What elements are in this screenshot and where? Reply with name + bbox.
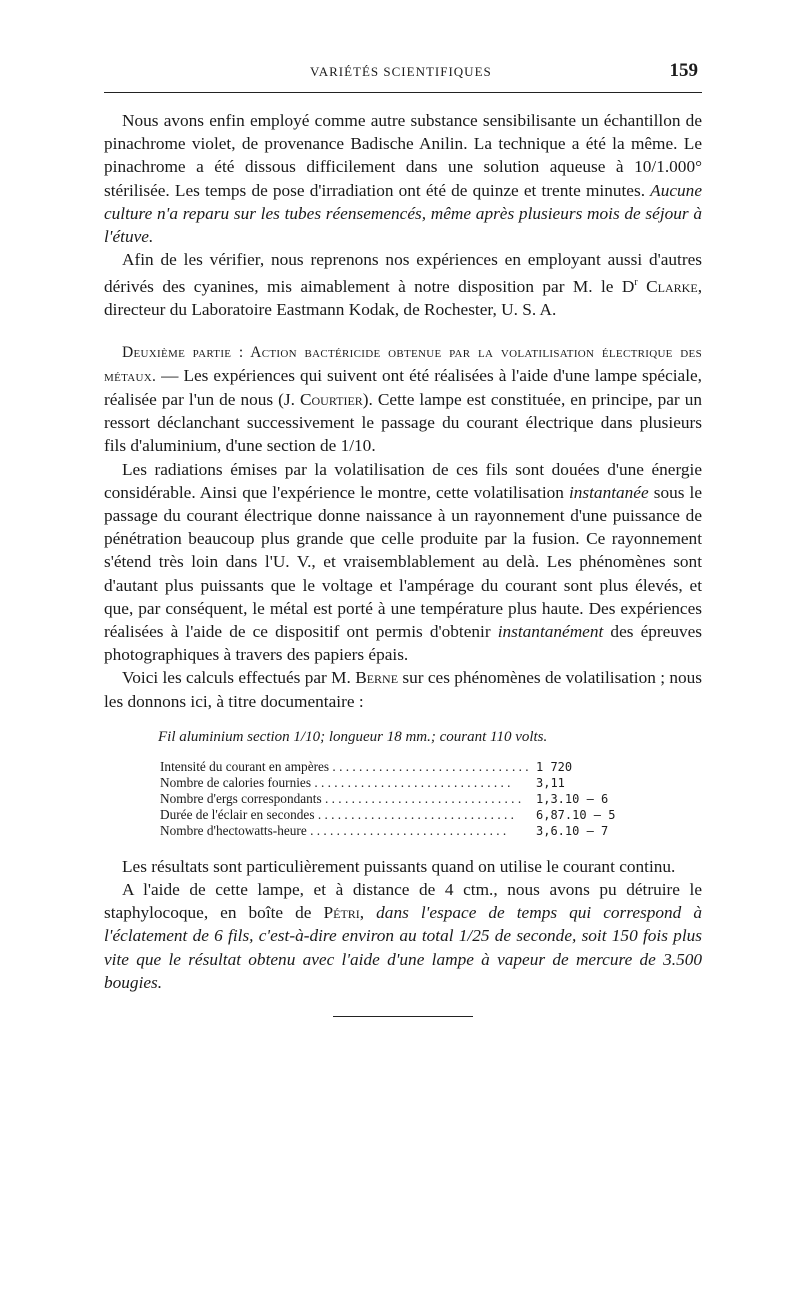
- table-row-label: [160, 775, 536, 791]
- section-title: Deuxième partie : Action bactéricide obtenue par la volatilisation électrique des métaux.: [104, 343, 702, 385]
- paragraph-text: , directeur du Laboratoire Eastmann Kodak, de Rochester, U. S. A.: [104, 277, 703, 320]
- table-row-value: 3,6.10 – 7: [536, 823, 609, 838]
- paragraph-staphylocoque: [104, 878, 702, 994]
- paragraph-text: Les radiations émises par la volatilisation de ces fils sont douées d'une énergie considérable. Ainsi que l'expérience le montre, cette volatilisation: [104, 459, 702, 502]
- end-rule: [333, 1016, 473, 1017]
- table-row-label: [160, 823, 536, 839]
- paragraph-text: Afin de les vérifier, nous reprenons nos expériences en employant aussi d'autres dérivés des cyanines, mis aimablement à notre disposition par M. le D: [104, 250, 702, 297]
- header-rule: [104, 92, 702, 93]
- author-name: Pétri: [323, 903, 360, 923]
- table-row-label: [160, 807, 536, 823]
- author-name: Clarke: [646, 277, 698, 297]
- paragraph-text: des épreuves photographiques à travers des papiers épais.: [104, 622, 702, 665]
- page-header: [104, 60, 702, 90]
- paragraph-text: A l'aide de cette lampe, et à distance de 4 ctm., nous avons pu détruire le staphylocoque, en boîte de: [104, 880, 702, 923]
- paragraph-text: — Les expériences qui suivent ont été réalisées à l'aide d'une lampe spéciale, réalisée par l'un de nous (J.: [104, 365, 702, 409]
- table-row-value: 3,11: [536, 775, 565, 790]
- paragraph-italic: instantanément: [497, 622, 604, 642]
- table-row: [160, 807, 630, 823]
- table-row-label: [160, 791, 536, 807]
- table-row: [160, 823, 630, 839]
- table-row-label: [160, 759, 536, 775]
- row-label-text: Nombre d'hectowatts-heure . . .: [160, 823, 508, 838]
- paragraph-text: sur ces phénomènes de volatilisation ; nous les donnons ici, à titre documentaire :: [104, 668, 702, 711]
- table-row: [160, 759, 630, 775]
- paragraph-text: ,: [359, 903, 377, 923]
- paragraph-cyanines: [104, 248, 702, 321]
- paragraph-resultats: Les résultats sont particulièrement puissants quand on utilise le courant continu.: [122, 856, 676, 876]
- row-label-text: Intensité du courant en ampères . . .: [160, 759, 531, 774]
- paragraph-text: Nous avons enfin employé comme autre substance sensibilisante un échantillon de pinachrome violet, de provenance Badische Anilin. La technique a été la même. Le pinachrome a été dissous difficilement dans une solution aqueuse à 10/1.000° stérilisée. Les temps de pose d'irradiation ont été de quinze et trente minutes.: [104, 111, 702, 200]
- table-row: [160, 775, 630, 791]
- paragraph-italic: dans l'espace de temps qui correspond à l'éclatement de 6 fils, c'est-à-dire environ au total 1/25 de seconde, soit 150 fois plus vite que le résultat obtenu avec l'aide d'une lampe à vapeur de mercure de 3.500 bougies.: [104, 903, 703, 992]
- author-name: Berne: [355, 668, 399, 688]
- paragraph-text: sous le passage du courant électrique donne naissance à un rayonnement d'une puissance de pénétration beaucoup plus grande que celle produite par la fusion. Ce rayonnement s'étend très loin dans l'U. V., et vraisemblablement au delà. Les phénomènes sont d'autant plus puissants que le voltage et l'ampérage du courant sont plus élevés, et que, par conséquent, le métal est porté à une température plus haute. Des expériences réalisées à l'aide de ce dispositif ont permis d'obtenir: [104, 482, 702, 642]
- paragraph-italic: Aucune culture n'a reparu sur les tubes réensemencés, même après plusieurs mois de séjour à l'étuve.: [104, 180, 702, 247]
- row-label-text: Durée de l'éclair en secondes . . .: [160, 807, 516, 822]
- paragraph-text: Voici les calculs effectués par M.: [122, 668, 356, 688]
- data-table: [160, 759, 630, 839]
- paragraph-calculs: [104, 666, 702, 712]
- paragraph-text: ). Cette lampe est constituée, en principe, par un ressort déclanchant successivement le passage du courant électrique dans plusieurs fils d'aluminium, d'une section de 1/10.: [104, 390, 702, 456]
- paragraph-part-two: [104, 340, 702, 458]
- paragraph-italic: instantanée: [568, 482, 649, 502]
- running-title: VARIÉTÉS SCIENTIFIQUES: [310, 64, 492, 79]
- row-label-text: Nombre d'ergs correspondants . . .: [160, 791, 523, 806]
- page: [104, 60, 702, 1017]
- table-row-value: 1,3.10 – 6: [536, 791, 609, 806]
- table-caption: Fil aluminium section 1/10; longueur 18 mm.; courant 110 volts.: [158, 728, 548, 745]
- author-name: Courtier: [299, 390, 363, 409]
- table-row-value: 6,87.10 – 5: [536, 807, 616, 822]
- dr-superscript: r: [634, 277, 638, 289]
- table-row: [160, 791, 630, 807]
- row-label-text: Nombre de calories fournies . . .: [160, 775, 512, 790]
- page-number: 159: [669, 60, 698, 81]
- paragraph-radiations: [104, 458, 702, 667]
- table-row-value: 1 720: [536, 759, 573, 774]
- paragraph-pinachrome: [104, 109, 702, 248]
- table-body: [160, 759, 630, 839]
